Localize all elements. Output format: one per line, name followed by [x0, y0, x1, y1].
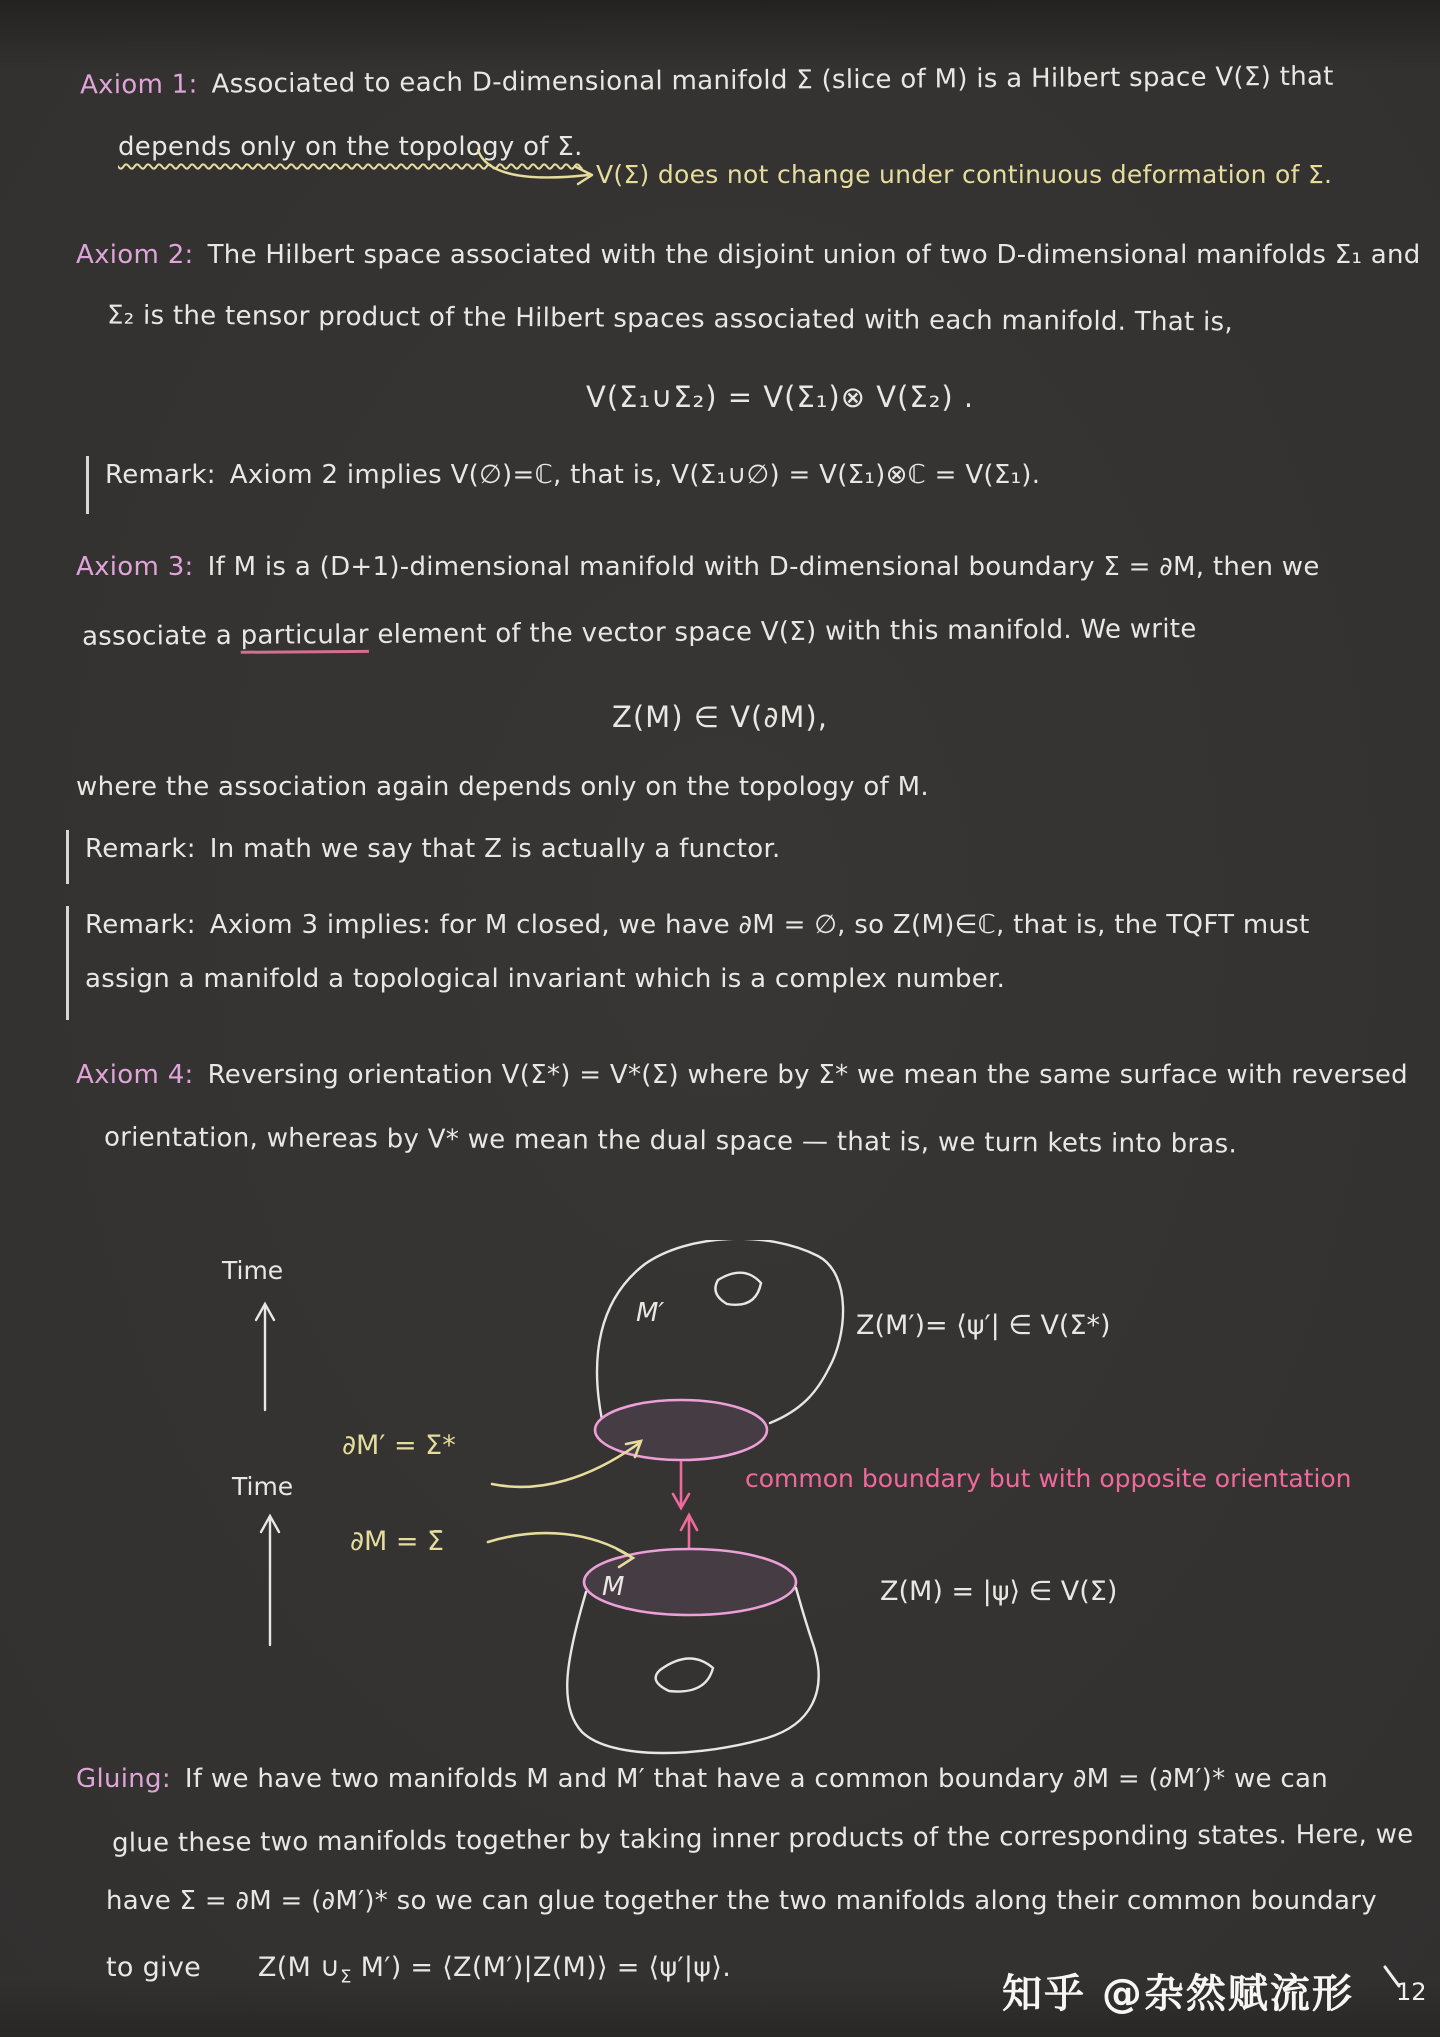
common-boundary-note	[745, 1464, 1352, 1493]
page-number-slash-icon	[1380, 1964, 1404, 1994]
manifold-gluing-diagram	[140, 1240, 1300, 1800]
axiom1-annotation	[596, 160, 1332, 189]
remark3-text2: assign a manifold a topological invariant which is a complex number.	[85, 964, 1006, 994]
gluing-equation-post: M′) = ⟨Z(M′)|Z(M)⟩ = ⟨ψ′|ψ⟩.	[351, 1952, 732, 1983]
boundary-ellipse-upper	[595, 1400, 767, 1460]
axiom1-annotation-text: V(Σ) does not change under continuous deformation of Σ.	[596, 160, 1333, 189]
axiom3-text3: where the association again depends only on the topology of M.	[76, 772, 929, 802]
state-equation-lower-text: Z(M) = |ψ⟩ ∈ V(Σ)	[880, 1576, 1118, 1607]
axiom1-line1	[80, 62, 1334, 101]
axiom3-line1	[76, 552, 1320, 582]
axiom3-text2c: element of the vector space V(Σ) with this manifold. We write	[368, 614, 1197, 650]
gluing-text4-lead: to give	[106, 1952, 202, 1983]
axiom2-equation-text: V(Σ₁∪Σ₂) = V(Σ₁)⊗ V(Σ₂) .	[586, 380, 975, 414]
gluing-line3	[106, 1886, 1377, 1916]
boundary-label-upper	[342, 1430, 456, 1461]
remark2-label: Remark:	[85, 834, 196, 864]
axiom2-line2	[107, 301, 1233, 338]
boundary-label-lower-text: ∂M = Σ̄	[350, 1526, 445, 1557]
watermark	[1002, 1962, 1354, 2019]
gluing-text1: If we have two manifolds M and M′ that have a common boundary ∂M = (∂M′)* we can	[184, 1764, 1328, 1794]
axiom3-text1: If M is a (D+1)-dimensional manifold with D-dimensional boundary Σ = ∂M, then we	[207, 552, 1320, 582]
gluing-equation	[257, 1952, 732, 1988]
axiom4-line2	[104, 1123, 1237, 1160]
remark3-line2	[85, 964, 1310, 994]
common-boundary-note-text: common boundary but with opposite orientation	[745, 1464, 1352, 1493]
time-label-lower-text: Time	[232, 1472, 294, 1501]
axiom4-label: Axiom 4:	[76, 1060, 194, 1090]
remark3-label: Remark:	[85, 910, 196, 940]
gluing-label: Gluing:	[76, 1764, 171, 1794]
gluing-equation-pre: Z(M ∪	[257, 1952, 341, 1983]
remark3-text1: Axiom 3 implies: for M closed, we have ∂M = ∅, so Z(M)∈ℂ, that is, the TQFT must	[209, 910, 1310, 940]
axiom1-label: Axiom 1:	[79, 69, 198, 101]
axiom3-line3	[76, 772, 929, 802]
axiom2-line1	[76, 240, 1421, 270]
axiom4-text2: orientation, whereas by V* we mean the dual space — that is, we turn kets into bras.	[103, 1122, 1238, 1160]
manifold-upper-outline	[597, 1240, 843, 1423]
axiom1-text1: Associated to each D-dimensional manifold Σ (slice of M) is a Hilbert space V(Σ) that	[211, 61, 1334, 100]
remark2-text: In math we say that Z is actually a functor.	[209, 834, 781, 864]
orientation-arrow-down-icon	[673, 1462, 689, 1508]
axiom2-text1: The Hilbert space associated with the disjoint union of two D-dimensional manifolds Σ₁ and	[207, 240, 1421, 270]
gluing-equation-sub: Σ	[340, 1966, 352, 1988]
manifold-upper-label-text: M′	[636, 1298, 665, 1328]
gluing-line2	[112, 1819, 1414, 1858]
boundary-label-lower	[350, 1526, 444, 1557]
annotation-arrow-icon	[470, 146, 610, 190]
axiom4-text1: Reversing orientation V(Σ*) = V*(Σ) where by Σ* we mean the same surface with reversed	[207, 1060, 1408, 1090]
boundary-label-upper-text: ∂M′ = Σ*	[342, 1430, 456, 1461]
time-label-upper	[222, 1256, 283, 1285]
axiom3-equation-text: Z(M) ∈ V(∂M),	[612, 700, 828, 734]
remark3	[66, 906, 1310, 1020]
page-number-text: 12	[1396, 1978, 1427, 2006]
gluing-text2: glue these two manifolds together by taking inner products of the corresponding states. Here, we	[111, 1819, 1414, 1859]
state-equation-upper-text: Z(M′)= ⟨ψ′| ∈ V(Σ*)	[856, 1310, 1111, 1341]
remark1-text: Axiom 2 implies V(∅)=ℂ, that is, V(Σ₁∪∅) = V(Σ₁)⊗ℂ = V(Σ₁).	[229, 460, 1041, 490]
remark2	[66, 830, 781, 884]
remark1-label: Remark:	[105, 460, 216, 490]
watermark-text: 知乎 @杂然赋流形	[1002, 1971, 1354, 2017]
remark3-line1	[85, 910, 1310, 940]
axiom3-label: Axiom 3:	[76, 552, 194, 582]
axiom2-text2: Σ₂ is the tensor product of the Hilbert spaces associated with each manifold. That is,	[106, 300, 1234, 338]
axiom2-equation	[586, 380, 974, 414]
time-label-upper-text: Time	[222, 1256, 284, 1285]
remark1	[86, 456, 1040, 514]
gluing-text3: have Σ = ∂M = (∂M′)* so we can glue together the two manifolds along their common boundary	[106, 1886, 1377, 1916]
manifold-upper-label	[636, 1298, 664, 1328]
manifold-lower-label	[602, 1572, 624, 1602]
axiom4-line1	[76, 1060, 1408, 1090]
time-axis-upper-icon	[256, 1304, 274, 1410]
axiom3-equation	[612, 700, 828, 734]
time-label-lower	[232, 1472, 293, 1501]
gluing-line4	[106, 1952, 731, 1987]
axiom2-label: Axiom 2:	[76, 240, 194, 270]
axiom1-text2-underlined: depends only on the topology of Σ.	[118, 132, 583, 162]
axiom3-line2	[82, 614, 1197, 652]
page-number	[1396, 1978, 1427, 2006]
gluing-line1	[76, 1764, 1328, 1794]
state-equation-lower	[880, 1576, 1117, 1607]
time-axis-lower-icon	[261, 1516, 279, 1645]
state-equation-upper	[856, 1310, 1111, 1341]
manifold-lower-label-text: M	[602, 1572, 625, 1602]
axiom3-text2b-underlined: particular	[240, 619, 369, 651]
axiom3-text2a: associate a	[81, 620, 241, 652]
